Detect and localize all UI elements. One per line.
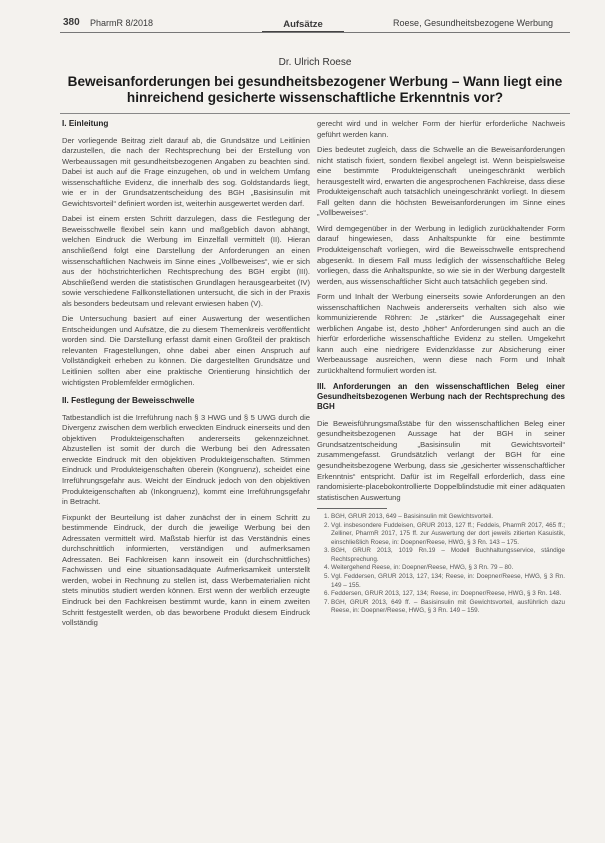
running-title: Roese, Gesundheitsbezogene Werbung [393,18,553,28]
footnote: 7. BGH, GRUR 2013, 649 ff. – Basisinsulin mit Gewichtsvorteil, ausführlich dazu Reese, in: Doepner/Reese, HWG, § 3 Rn. 149 – 159. [331,599,565,616]
article-title: Beweisanforderungen bei gesundheitsbezogener Werbung – Wann liegt eine hinreichend gesicherte wissenschaftliche Erkenntnis vor? [67,74,563,105]
section-label: Aufsätze [262,19,344,32]
right-column [317,119,565,616]
left-column [62,119,310,634]
paragraph: Dies bedeutet zugleich, dass die Schwelle an die Beweisanforderungen nicht statisch fixiert, sondern flexibel angelegt ist. Wenn beispielsweise eine bestimmte Produkteigenschaft uneingeschränkt werblich herausgestellt wird, erwarten die angesprochenen Fachkreise, dass diese Produkteigenschaft auch tatsächlich uneingeschränkt vorliegt. In diesem Fall gelten dann die höchsten Beweisanforderungen im Sinne eines „Vollbeweises“. [317,145,565,218]
footnotes [317,513,565,616]
paragraph: gerecht wird und in welcher Form der hierfür erforderliche Nachweis geführt werden kann. [317,119,565,139]
footnote: 3. BGH, GRUR 2013, 1019 Rn.19 – Modell Buchhaltungsservice, ständige Rechtsprechung. [331,547,565,564]
title-rule [60,113,570,114]
section-heading-introduction: I. Einleitung [62,119,109,128]
footnote: 4. Weitergehend Reese, in: Doepner/Reese, HWG, § 3 Rn. 79 – 80. [331,564,565,572]
paragraph: Die Untersuchung basiert auf einer Auswertung der wesentlichen Entscheidungen und Aufsätze, die zu diesem Themenkreis veröffentlicht worden sind. Die Darstellung erfasst damit einen Großteil der praktisch relevanten Fragestellungen, ohne dabei aber einen Anspruch auf Vollständigkeit erheben zu können. Die dargestellten Grundsätze und Leitlinien sollten aber eine praktische Orientierung hinsichtlich der wichtigsten Problemfelder ermöglichen. [62,314,310,387]
paragraph: Form und Inhalt der Werbung einerseits sowie Anforderungen an den wissenschaftlichen Nachweis andererseits verhalten sich also wie kommunizierende Röhren: Je „stärker“ die Aussagegehalt einer werblichen Angabe ist, desto „höher“ Anforderungen sind auch an die hierfür erforderliche wissenschaftliche Evidenz zu stellen. Umgekehrt kann auch eine niedrigere Evidenzklasse zur Absicherung einer Werbeaussage ausreichen, wenn diese nach Form und Inhalt zurückhaltend formuliert worden ist. [317,292,565,376]
paragraph: Wird demgegenüber in der Werbung in lediglich zurückhaltender Form darauf hingewiesen, dass Anhaltspunkte für eine bestimmte Produkteigenschaft vorliegen, wird die Beweisschwelle entsprechend abgesenkt. In diesem Fall muss lediglich der wissenschaftliche Beleg vorliegen, dass die Anhaltspunkte, so wie sie in der Werbung dargestellt werden, aus wissenschaftlicher Sicht auch tatsächlich gegeben sind. [317,223,565,286]
author-name: Dr. Ulrich Roese [278,57,352,68]
section-heading-bgh-requirements: III. Anforderungen an den wissenschaftlichen Beleg einer Gesundheitsbezogenen Werbung nach der Rechtsprechung des BGH [317,381,565,412]
paragraph: Der vorliegende Beitrag zielt darauf ab, die Grundsätze und Leitlinien darzustellen, die nach der Rechtsprechung bei der Erstellung von Werbeaussagen mit gesundheitsbezogenen Angaben zu beachten sind. Dabei ist auch auf die Frage einzugehen, ob und in welchem Umfang wissenschaftliche Evidenz, die innerhalb des sog. Goldstandards liegt, wie er in der Grundsatzentscheidung des BGH „Basisinsulin mit Gewichtsvorteil“ definiert worden ist, weiterhin ausgewertet werden darf. [62,135,310,208]
page-number: 380 [63,17,80,28]
journal-issue: PharmR 8/2018 [90,18,154,28]
paragraph: Die Beweisführungsmaßstäbe für den wissenschaftlichen Beleg einer gesundheitsbezogenen Aussage hat der BGH in seiner Grundsatzentscheidung „Basisinsulin mit Gewichtsvorteil“ zusammengefasst. Grundsätzlich verlangt der BGH für eine gesundheitsbezogene Werbung, dass sie „gesicherter wissenschaftlicher Erkenntnis“ entspricht. Dafür ist im Regelfall erforderlich, dass eine randomisierte-placebokontrollierte Doppelblindstudie mit einer adäquaten statistischen Auswertung [317,418,565,502]
section-heading-evidence-threshold: II. Festlegung der Beweisschwelle [62,396,195,406]
footnote: 1. BGH, GRUR 2013, 649 – Basisinsulin mit Gewichtsvorteil. [331,513,565,521]
footnote: 6. Feddersen, GRUR 2013, 127, 134; Reese, in: Doepner/Reese, HWG, § 3 Rn. 148. [331,590,565,598]
header-rule [60,32,570,33]
footnote: 5. Vgl. Feddersen, GRUR 2013, 127, 134; Reese, in: Doepner/Reese, HWG, § 3 Rn. 149 – 155. [331,573,565,590]
paragraph: Dabei ist einem ersten Schritt darzulegen, dass die Festlegung der Beweisschwelle flexibel sein kann und maßgeblich davon abhängt, welchen Eindruck die Werbung im Einzelfall vermittelt (II). Hieran anschließend folgt eine Darstellung der Anforderungen an einen wissenschaftlichen Nachweis im Sinne eines „Vollbeweises“, wie er sich aus der höchstrichterlichen Rechtsprechung des BGH ergibt (III). Abschließend werden die statistischen Grundlagen herausgearbeitet (IV) sowie verschiedene Fallkonstellationen untersucht, die sich in der Praxis als besonders bedeutsam und relevant erwiesen haben (V). [62,214,310,308]
footnote-rule [317,508,387,509]
paragraph: Fixpunkt der Beurteilung ist daher zunächst der in einem Schritt zu bestimmende Eindruck, der durch die jeweilige Werbung bei den Adressaten vermittelt wird. Maßstab hierfür ist das Verständnis eines durchschnittlich informierten, verständigen und aufmerksamen Adressaten. Bei Fachkreisen kann insoweit ein (durchschnittliches) Fachwissen und eine situationsadäquate Aufmerksamkeit unterstellt werden, wobei in Rechnung zu stellen ist, dass Werbematerialien nicht stets minutiös studiert werden können. Erst wenn der werblich erzeugte Eindruck bei den Fachkreisen bestimmt wurde, kann in einem zweiten Schritt festgestellt werden, ob das beworbene Produkt diesem Eindruck vollständig [62,512,310,628]
footnote: 2. Vgl. insbesondere Fuddeisen, GRUR 2013, 127 ff.; Feddeis, PharmR 2017, 465 ff.; Zelliner, PharmR 2017, 175 ff. zur Auswertung der dort jeweils zitierten Kasuistik, einschließlich Roese, in: Doepner/Reese, HWG, § 3 Rn. 143 – 175. [331,522,565,547]
paragraph: Tatbestandlich ist die Irreführung nach § 3 HWG und § 5 UWG durch die Divergenz zwischen dem werblich erweckten Eindruck einerseits und den objektiven Produkteigenschaften andererseits gekennzeichnet. Abzustellen ist somit der durch die Werbung bei den Adressaten erweckte Eindruck mit den objektiven Produkteigenschaften. Stimmen Eindruck und Produkteigenschaften überein (Kongruenz), scheidet eine Irreführungsgefahr aus. Weicht der Eindruck jedoch von den objektiven Produkteigenschaften ab (Inkongruenz), kommt eine Irreführungsgefahr in Betracht. [62,412,310,507]
